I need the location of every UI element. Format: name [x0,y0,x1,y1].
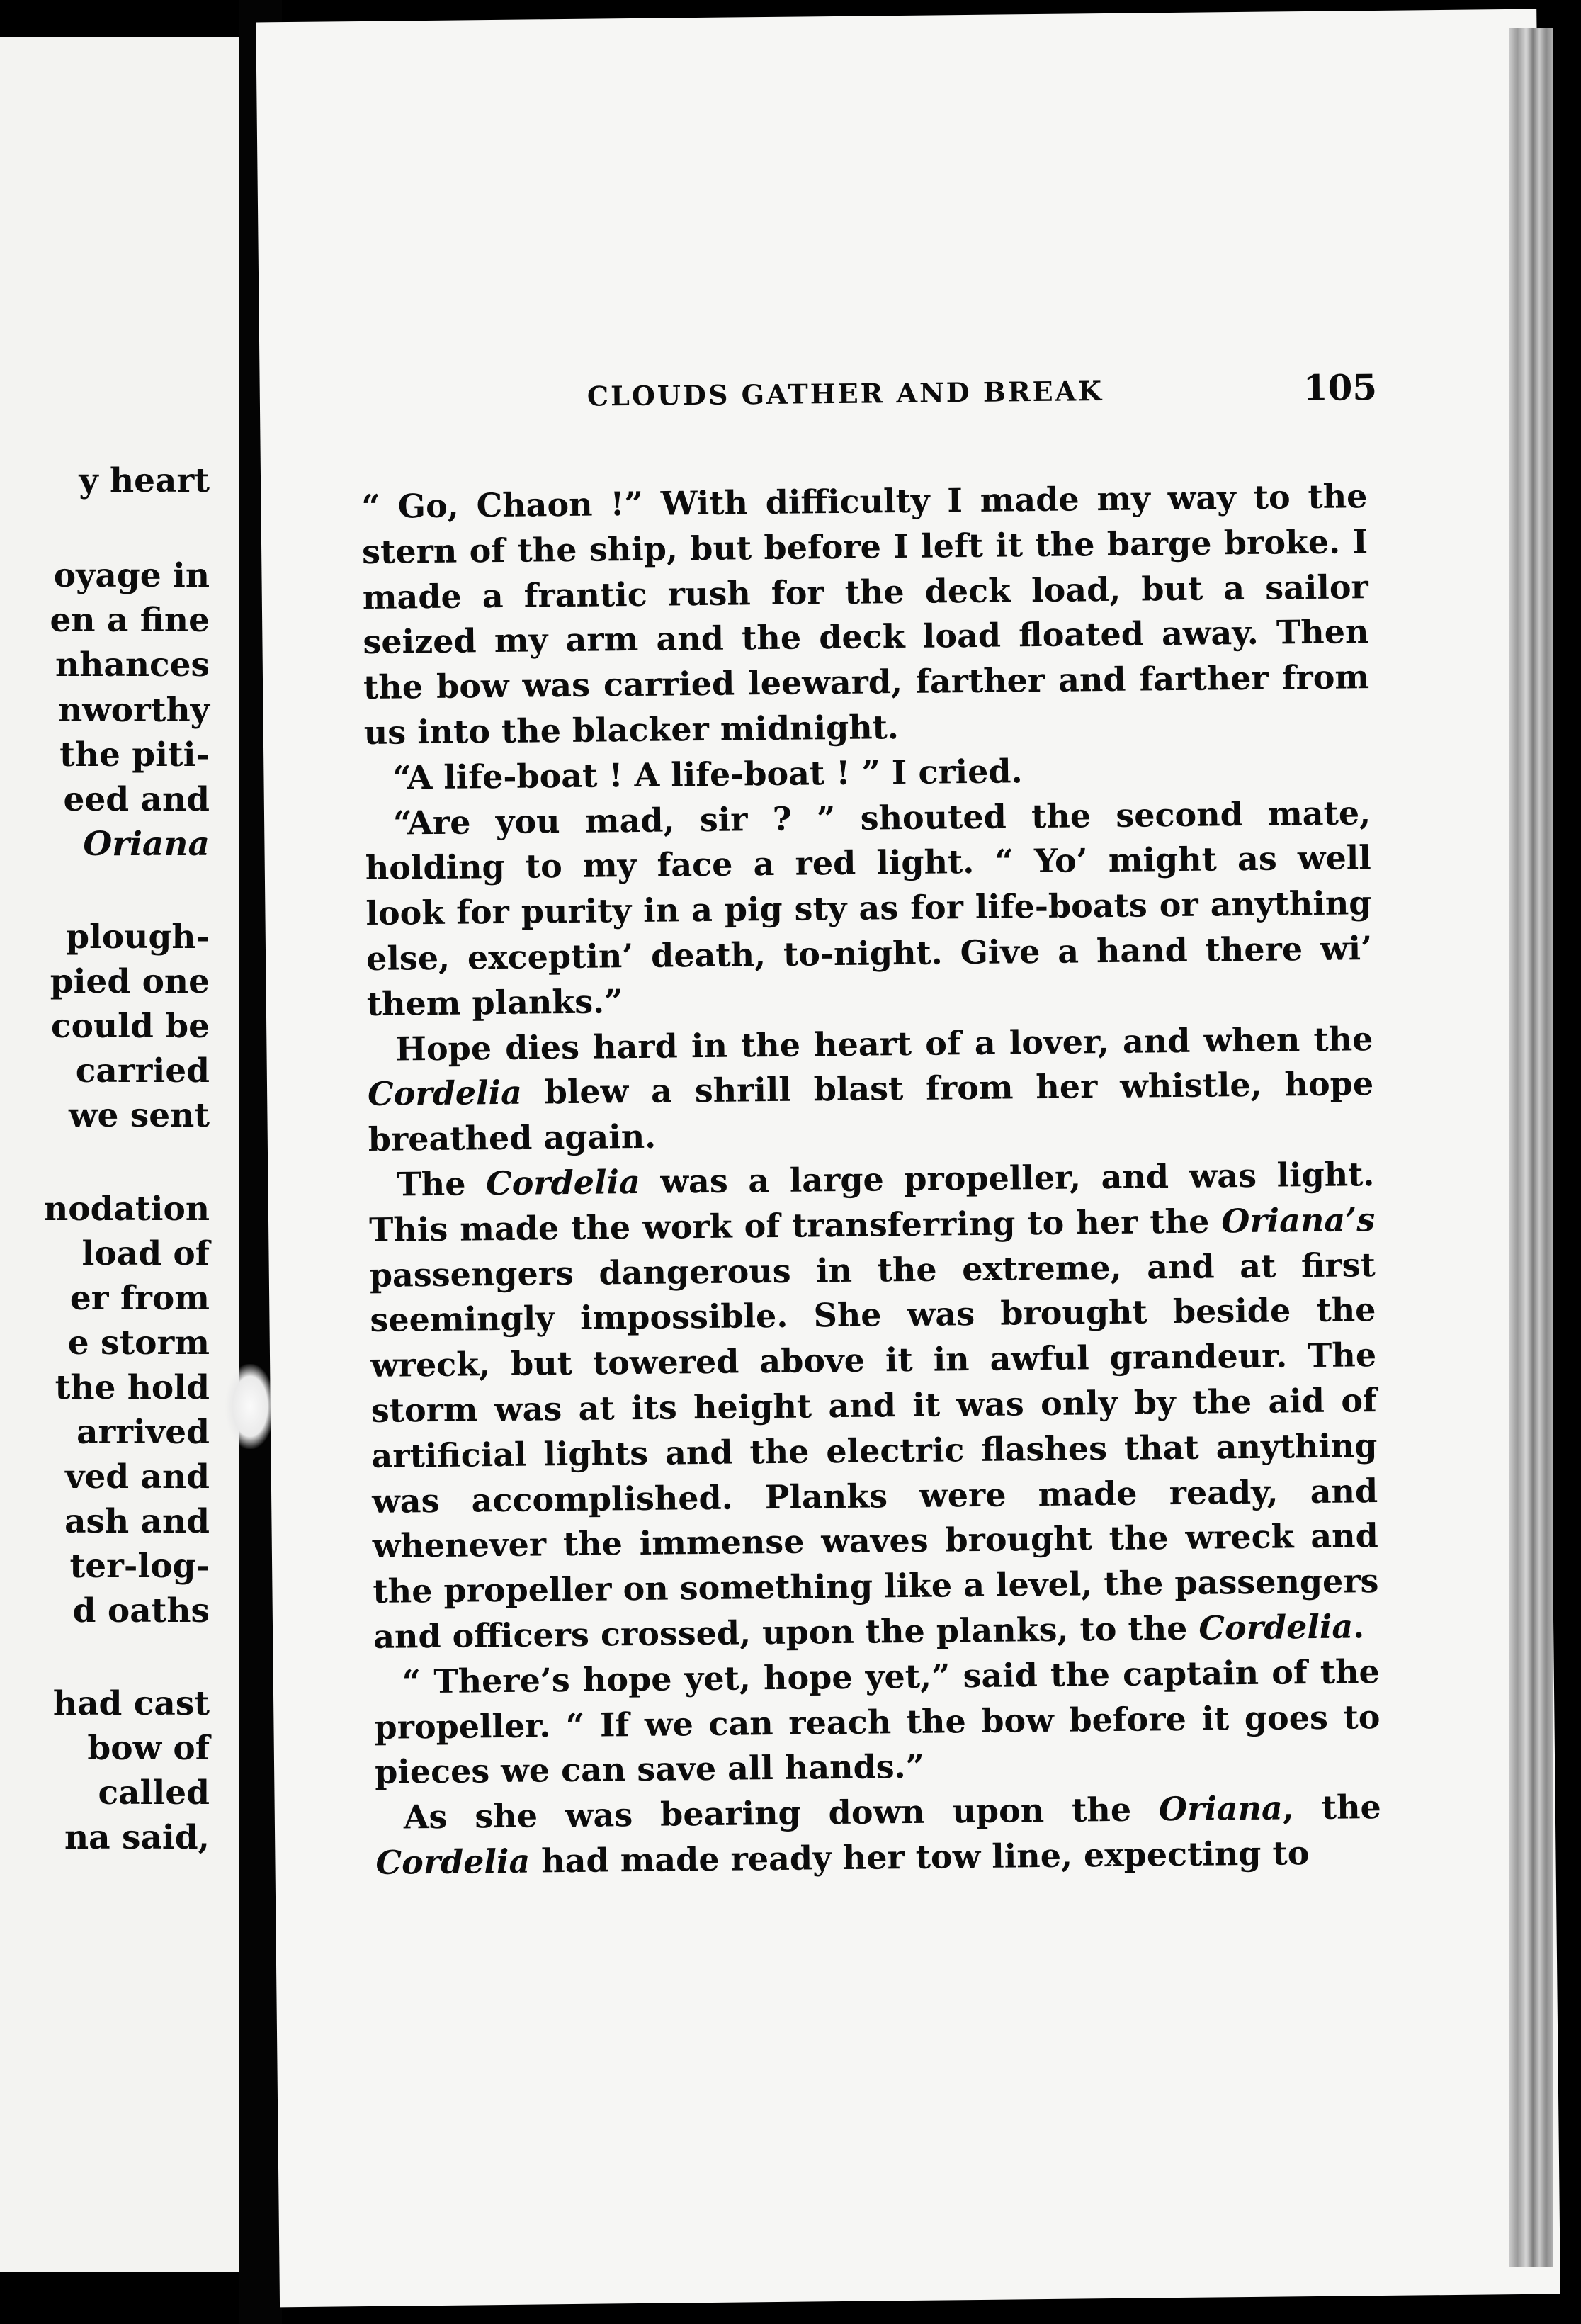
left-page [0,37,239,2272]
text-line: Cordelia blew a shrill blast from her whistle, hope [367,1064,1374,1114]
paragraph [375,1785,1382,1885]
left-page-fragment: could be [51,1007,210,1046]
text-line: holding to my face a red light. “ Yo’ might as well [365,838,1372,888]
left-page-fragment: ash and [64,1502,210,1541]
text-line: seemingly impossible. She was brought beside the [370,1290,1376,1340]
text-line: and officers crossed, upon the planks, to the Cordelia. [373,1607,1365,1656]
text-line: Hope dies hard in the heart of a lover, and when the [395,1019,1373,1068]
page-header [260,366,1541,434]
text-line: “Are you mad, sir ? ” shouted the second mate, [392,793,1371,842]
text-line: the bow was carried leeward, farther and farther from [363,658,1370,707]
text-line: made a frantic rush for the deck load, but a sailor [362,567,1369,616]
text-line: “ Go, Chaon !” With difficulty I made my way to the [361,477,1368,526]
text-line: storm was at its height and it was only by the aid of [370,1380,1378,1430]
text-line: seized my arm and the deck load floated away. Then [363,612,1369,662]
left-page-fragment: ter-log- [69,1547,210,1586]
paragraph [374,1649,1381,1795]
left-page-fragment: we sent [69,1096,210,1135]
running-head: CLOUDS GATHER AND BREAK [586,375,1104,412]
left-page-fragment: ved and [65,1457,210,1496]
paragraph [365,791,1373,1027]
text-line: This made the work of transferring to her the Oriana’s [368,1200,1376,1249]
left-page-fragment: carried [75,1051,210,1090]
text-line: passengers dangerous in the extreme, and at first [369,1245,1376,1294]
text-line: look for purity in a pig sty as for life-boats or anything [366,884,1372,933]
left-page-fragment: arrived [76,1413,210,1452]
text-line: whenever the immense waves brought the wreck and [372,1516,1379,1566]
paragraph [367,1017,1374,1163]
left-page-fragment: load of [81,1234,210,1273]
text-line: wreck, but towered above it in awful grandeur. The [370,1336,1377,1385]
text-line: As she was bearing down upon the Oriana, the [403,1788,1382,1837]
left-page-fragment: plough- [66,918,210,957]
left-page-fragment: the hold [55,1368,210,1407]
left-page-fragment: pied one [50,962,210,1001]
left-page-fragment: en a fine [50,601,210,640]
page-number: 105 [1303,366,1378,410]
left-page-fragment: Oriana [83,825,210,864]
left-page-fragment: bow of [87,1729,210,1768]
left-page-fragment: d oaths [72,1591,210,1630]
right-page [256,9,1560,2308]
text-line: “A life-boat ! A life-boat ! ” I cried. [392,752,1023,797]
left-page-fragment: nodation [44,1190,210,1229]
left-page-fragment: nworthy [58,691,210,730]
left-page-fragment: na said, [64,1818,210,1857]
paper-stain [225,1364,275,1449]
text-line: us into the blacker midnight. [363,708,900,752]
text-line: “ There’s hope yet, hope yet,” said the captain of the [402,1652,1381,1701]
text-line: artificial lights and the electric flashes that anything [371,1426,1378,1475]
page-edge [1509,28,1553,2267]
left-page-fragment: had cast [52,1684,210,1723]
body-text [361,474,1382,1885]
text-line: else, exceptin’ death, to-night. Give a hand there wi’ [366,929,1373,978]
text-line: was accomplished. Planks were made ready, and [371,1471,1378,1521]
left-page-fragment: y heart [79,461,210,500]
text-line: propeller. “ If we can reach the bow before it goes to [374,1697,1381,1747]
text-line: stern of the ship, but before I left it the barge broke. I [361,521,1368,571]
left-page-fragment: eed and [63,780,210,819]
paragraph [368,1152,1379,1660]
left-page-fragment: the piti- [60,735,210,774]
text-line: the propeller on something like a level, the passengers [373,1562,1379,1611]
text-line: pieces we can save all hands.” [374,1747,925,1792]
text-line: breathed again. [368,1117,657,1159]
paragraph [361,474,1370,756]
left-page-fragment: nhances [55,645,210,684]
left-page-fragment: called [98,1773,210,1812]
left-page-fragment: er from [69,1279,210,1318]
text-line: The Cordelia was a large propeller, and was light. [397,1155,1375,1204]
left-page-fragment: e storm [67,1324,210,1363]
text-line: them planks.” [366,981,623,1023]
text-line: Cordelia had made ready her tow line, expecting to [375,1833,1310,1882]
left-page-fragment: oyage in [53,556,210,595]
